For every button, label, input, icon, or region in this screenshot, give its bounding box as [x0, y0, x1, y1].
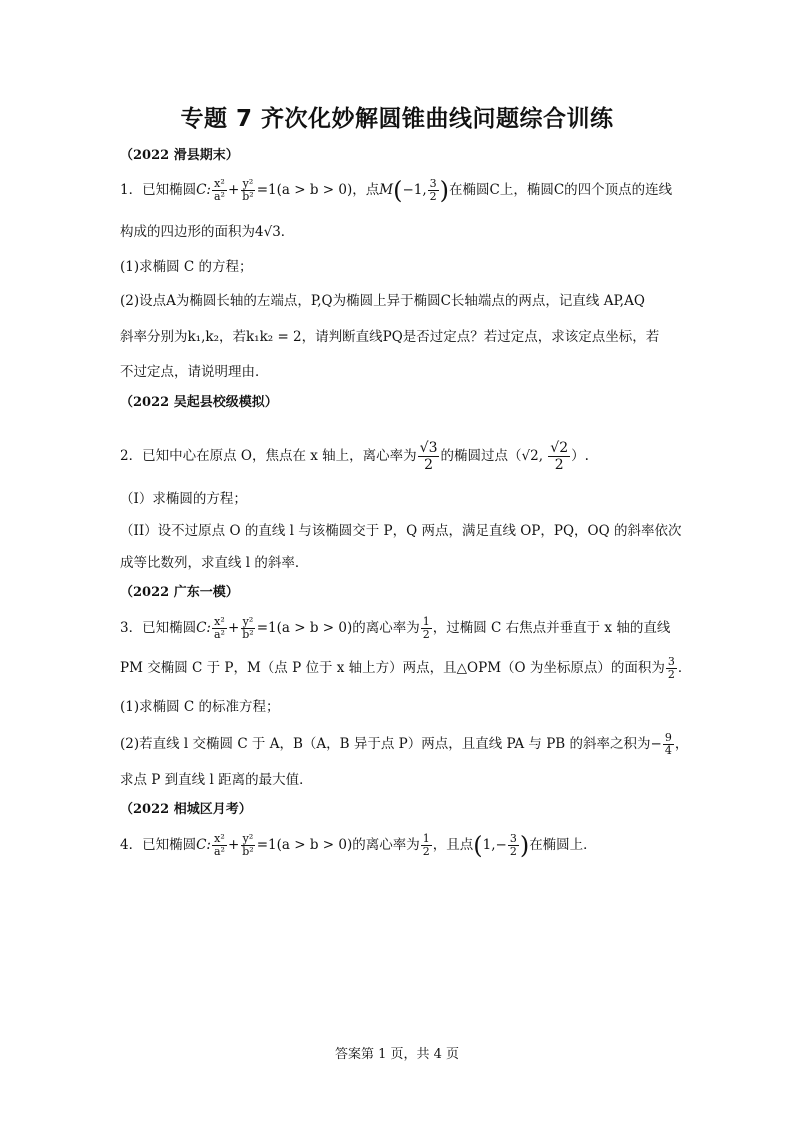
problem-4-line-1: 4．已知椭圆C: $\frac{\text{x²}}{\text{a²}}$ + $\frac{\text{y²}}{\text{b²}}$ =1(a > b > 0)的离心率为 $\frac{1}{2}$ ，且点(1,− $\frac{3}{2}$ )在椭圆上．	[120, 831, 597, 860]
page-footer: 答案第 1 页，共 4 页	[334, 1047, 460, 1062]
page-title: 专题 7 齐次化妙解圆锥曲线问题综合训练	[180, 106, 614, 132]
problem-3-q2-b: 求点 P 到直线 l 距离的最大值．	[120, 772, 313, 788]
problem-1-line-1: 1．已知椭圆C: $\frac{\text{x²}}{\text{a²}}$ + $\frac{\text{y²}}{\text{b²}}$ =1(a > b > 0)，点M(−1, $\frac{3}{2}$ )在椭圆C上，椭圆C的四个顶点的连线	[120, 176, 673, 205]
problem-1-q2-a: (2)设点A为椭圆长轴的左端点，P,Q为椭圆上异于椭圆C长轴端点的两点，记直线 AP,AQ	[120, 293, 645, 309]
problem-3-line-1: 3．已知椭圆C: $\frac{\text{x²}}{\text{a²}}$ + $\frac{\text{y²}}{\text{b²}}$ =1(a > b > 0)的离心率为 $\frac{1}{2}$ ，过椭圆 C 右焦点并垂直于 x 轴的直线	[120, 615, 671, 641]
problem-3-q1: (1)求椭圆 C 的标准方程；	[120, 699, 280, 715]
problem-2-q2-a: （II）设不过原点 O 的直线 l 与该椭圆交于 P，Q 两点，满足直线 OP，PQ，OQ 的斜率依次	[120, 523, 682, 539]
problem-2-line-1: 2．已知中心在原点 O，焦点在 x 轴上，离心率为 $\frac{√3}{2}$ 的椭圆过点（√2, $\frac{√2}{2}$ ）.	[120, 440, 589, 473]
problem-2-q1: （I）求椭圆的方程；	[120, 491, 247, 507]
problem-3-line-2: PM 交椭圆 C 于 P，M（点 P 位于 x 轴上方）两点，且△OPM（O 为坐标原点）的面积为 $\frac{3}{2}$ ．	[120, 655, 692, 681]
problem-1-q1: (1)求椭圆 C 的方程；	[120, 259, 253, 275]
problem-1-line-2: 构成的四边形的面积为4√3．	[120, 224, 295, 240]
problem-3-q2-a: (2)若直线 l 交椭圆 C 于 A，B（A，B 异于点 P）两点，且直线 PA 与 PB 的斜率之积为− $\frac{9}{4}$ ，	[120, 731, 689, 757]
problem-2-q2-b: 成等比数列，求直线 l 的斜率．	[120, 555, 309, 571]
problem-2-source: （2022 吴起县校级模拟）	[120, 395, 278, 410]
problem-3-source: （2022 广东一模）	[120, 585, 239, 600]
problem-1-q2-b: 斜率分别为k₁,k₂，若k₁k₂ = 2，请判断直线PQ是否过定点？若过定点，求该定点坐标，若	[120, 329, 660, 345]
problem-1-q2-c: 不过定点，请说明理由．	[120, 364, 269, 380]
problem-1-source: （2022 滑县期末）	[120, 148, 239, 163]
problem-4-source: （2022 相城区月考）	[120, 802, 252, 817]
